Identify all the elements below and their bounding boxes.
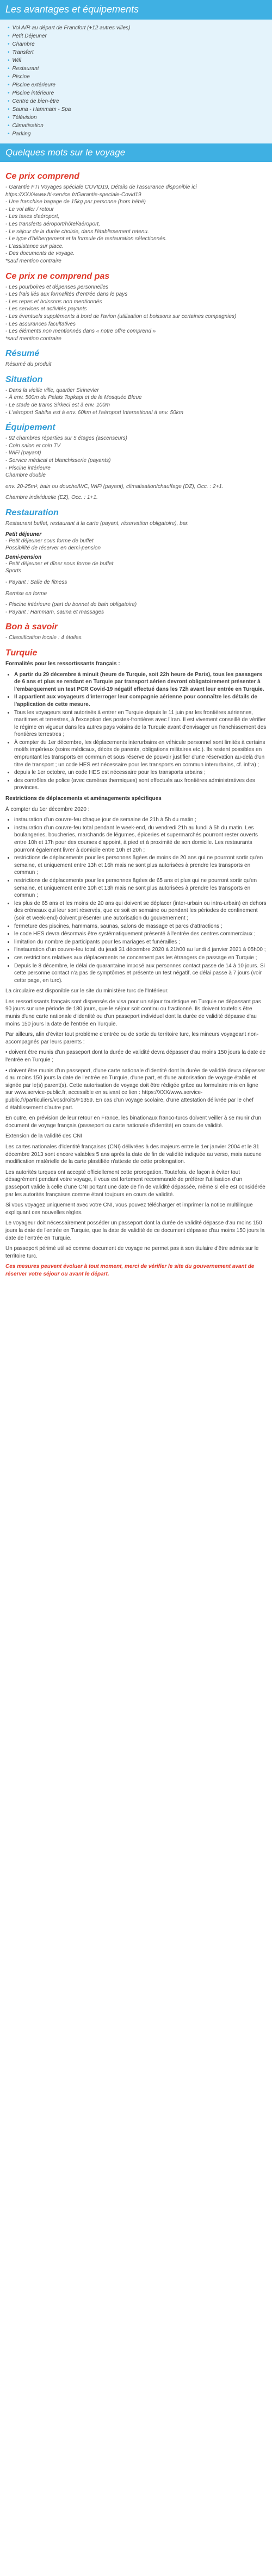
turquie-paragraph: En outre, en prévision de leur retour en France, les binationaux franco-turcs doivent veiller à se munir d'un document de voyage français (passeport ou carte nationale d'identité) en cours de validité.: [5, 1115, 261, 1129]
formalites-label: Formalités pour les ressortissants français :: [5, 660, 120, 667]
chambre-double-text: env. 20-25m², bain ou douche/WC, WiFi (payant), climatisation/chauffage (DZ), Occ. : 2+1.: [5, 483, 224, 490]
equipement-line: - WiFi (payant): [5, 450, 41, 457]
equipements-block: [0, 20, 272, 143]
turquie-paragraph: • doivent être munis d'un passeport dont la durée de validité devra dépasser d'au moins 150 jours la date de l'entrée en Turquie ;: [5, 1049, 266, 1064]
situation-lines: [5, 387, 267, 416]
page-title: Les avantages et équipements: [5, 4, 139, 15]
restrictions-list: [5, 816, 267, 984]
equipement-item: • Chambre: [8, 40, 267, 48]
header-band: [0, 0, 272, 20]
prix-comprend-line: - Les taxes d'aéroport,: [5, 214, 60, 220]
restriction-item: • restrictions de déplacements pour les personnes âgées de 65 ans et plus qui ne pourront sortir qu'en semaine, et uniquement entre 10h et 13h mais ne sont plus autorisées à prendre les transports en commun ;: [14, 877, 267, 899]
prix-ne-comprend-line: - Les assurances facultatives: [5, 321, 76, 327]
prix-comprend-line: - Le type d'hébergement et la formule de restauration sélectionnés.: [5, 236, 167, 242]
turquie-paragraph: Les cartes nationales d'identité françaises (CNI) délivrées à des majeurs entre le 1er janvier 2004 et le 31 décembre 2013 sont encore valables 5 ans après la date de fin de validité indiquée au verso, mais aucune modification matérielle de la carte plastifiée n'atteste de cette prolongation.: [5, 1143, 262, 1165]
equipement-line: - Piscine intérieure: [5, 465, 51, 471]
equipement-item: • Sauna - Hammam - Spa: [8, 105, 267, 114]
prix-comprend-line: - L'assistance sur place.: [5, 243, 64, 249]
heading-prix-ne-comprend: Ce prix ne comprend pas: [5, 271, 110, 281]
equipement-lines: [5, 435, 267, 472]
equipement-item: • Vol A/R au départ de Francfort (+12 autres villes): [8, 24, 267, 32]
formalites-list: [5, 671, 267, 792]
heading-resume: Résumé: [5, 349, 40, 359]
pdej-line: - Petit déjeuner sous forme de buffet: [5, 537, 94, 544]
dp-lines: [5, 560, 267, 568]
equipement-line: - Service médical et blanchisserie (payants): [5, 458, 111, 464]
prix-ne-comprend-line: - Les éléments non mentionnés dans « notre offre comprend »: [5, 328, 156, 335]
formalite-item: • À compter du 1er décembre, les déplacements interurbains en véhicule personnel sont limités à certains motifs impérieux (soins médicaux, décès de parents, obligations militaires etc.). Ils restent possibles en empruntant les transports en commun et sous réserve de pouvoir justifier d'une réservation au-delà d'un titre de transport ; un code HES est nécessaire pour les transports en commun interurbains, cf. infra) ;: [14, 739, 267, 768]
situation-line: - À env. 500m du Palais Topkapi et de la Mosquée Bleue: [5, 395, 142, 401]
equipement-item: • Piscine extérieure: [8, 81, 267, 89]
equipement-item: • Restaurant: [8, 65, 267, 73]
equipements-list: [8, 24, 267, 138]
turquie-paragraph: Par ailleurs, afin d'éviter tout problème d'entrée ou de sortie du territoire turc, les mineurs voyageant non-accompagnés par leurs parents :: [5, 1031, 259, 1045]
prix-comprend-line: *sauf mention contraire: [5, 258, 61, 264]
heading-prix-comprend: Ce prix comprend: [5, 172, 80, 181]
prix-comprend-lines: [5, 184, 267, 265]
turquie-paragraph: Le voyageur doit nécessairement posséder un passeport dont la durée de validité dépasse d'au moins 150 jours la date de l'entrée en Turquie, que la date de validité de ce document dépasse d'au moins 150 jours la date de l'entrée en Turquie.: [5, 1220, 265, 1241]
restriction-item: • instauration d'un couvre-feu total pendant le week-end, du vendredi 21h au lundi à 5h du matin. Les boulangeries, boucheries, marchands de légumes, épiceries et supermarchés pourront rester ouverts entre 10h et 17h pour des courses d'appoint, à pied et à proximité de son domicile. Les restaurants pourront également livrer à domicile entre 10h et 20h ;: [14, 824, 267, 854]
situation-line: - L'aéroport Sabiha est à env. 60km et l'aéroport International à env. 50km: [5, 409, 183, 416]
pdej-lines: [5, 537, 267, 552]
section-band: [0, 143, 272, 162]
resume-text: Résumé du produit: [5, 361, 52, 368]
restrictions-since: À compter du 1er décembre 2020 :: [5, 806, 90, 812]
formalite-item: • depuis le 1er octobre, un code HES est nécessaire pour les transports urbains ;: [14, 769, 267, 777]
chambre-individuelle-text: Chambre individuelle (EZ), Occ. : 1+1.: [5, 495, 98, 501]
dp-line: - Petit déjeuner et dîner sous forme de buffet: [5, 560, 114, 567]
formalite-item: • des contrôles de police (avec caméras thermiques) sont effectués aux frontières administratives des provinces.: [14, 777, 267, 792]
equipement-item: • Petit Déjeuner: [8, 32, 267, 40]
prix-comprend-line: - Le séjour de la durée choisie, dans l'établissement retenu.: [5, 228, 149, 235]
equipement-line: - 92 chambres réparties sur 5 étages (ascenseurs): [5, 435, 127, 442]
formalite-item: • A partir du 29 décembre à minuit (heure de Turquie, soit 22h heure de Paris), tous les passagers de 6 ans et plus se rendant en Turquie par transport aérien devront obligatoirement présenter à l'embarquement un test PCR Covid-19 négatif effectué dans les 72h avant leur entrée en Turquie.: [14, 671, 267, 693]
prix-ne-comprend-line: - Les pourboires et dépenses personnelles: [5, 284, 109, 290]
situation-line: - Le stade de trams Sirkeci est à env. 100m: [5, 402, 110, 409]
equipement-item: • Centre de bien-être: [8, 97, 267, 105]
restauration-intro: Restaurant buffet, restaurant à la carte (payant, réservation obligatoire), bar.: [5, 521, 189, 527]
turquie-paragraph: La circulaire est disponible sur le site du ministère turc de l'Intérieur.: [5, 988, 169, 995]
sports-line: - Payant : Salle de fitness: [5, 579, 67, 585]
turquie-paragraph: Extension de la validité des CNI: [5, 1133, 83, 1140]
pdej-label: Petit déjeuner: [5, 531, 42, 537]
heading-restauration: Restauration: [5, 508, 59, 517]
prix-ne-comprend-line: - Les repas et boissons non mentionnés: [5, 298, 102, 305]
equipement-item: • Parking: [8, 130, 267, 138]
prix-ne-comprend-line: - Les frais liés aux formalités d'entrée dans le pays: [5, 291, 128, 298]
heading-turquie: Turquie: [5, 648, 38, 658]
forme-lines: [5, 601, 267, 616]
turquie-paragraph: Les ressortissants français sont dispensés de visa pour un séjour touristique en Turquie ne dépassant pas 90 jours sur une période de 180 jours, que le séjour soit continu ou fractionné. Ils doivent toutefois être munis d'une carte nationale d'identité ou d'un passeport individuel dont la durée de validité dépasse d'au moins 150 jours la date de l'entrée en Turquie.: [5, 998, 261, 1027]
heading-equipement: Équipement: [5, 423, 55, 433]
restriction-item: • les plus de 65 ans et les moins de 20 ans qui doivent se déplacer (inter-urbain ou intra-urbain) en dehors des créneaux qui leur sont réservés, que ce soit en semaine ou pendant les périodes de confinement (soir et week-end) doivent présenter une autorisation du gouvernement ;: [14, 900, 267, 922]
prix-comprend-line: - Des documents de voyage.: [5, 251, 75, 257]
restriction-item: • restrictions de déplacements pour les personnes âgées de moins de 20 ans qui ne pourront sortir qu'en semaine, et uniquement entre 13h et 16h mais ne sont plus autorisées à prendre les transports en commun ;: [14, 854, 267, 877]
equipement-line: - Coin salon et coin TV: [5, 442, 61, 449]
voyage-content: [0, 162, 272, 2518]
turquie-paragraph: Si vous voyagez uniquement avec votre CNI, vous pouvez télécharger et imprimer la notice multilingue expliquant ces nouvelles règles.: [5, 1202, 253, 1216]
turquie-paragraphs: [5, 987, 267, 1260]
formalite-item: • Tous les voyageurs sont autorisés à entrer en Turquie depuis le 11 juin par les frontières aériennes, maritimes et terrestres, à l'exception des postes-frontières avec l'Iran. Il est vivement conseillé de vérifier le régime en vigueur dans les autres pays voisins de la Turquie avant d'envisager un franchissement des frontières terrestres ;: [14, 709, 267, 739]
forme-line: - Payant : Hammam, sauna et massages: [5, 609, 104, 615]
section-title: Quelques mots sur le voyage: [5, 147, 126, 158]
equipement-item: • Piscine intérieure: [8, 89, 267, 97]
forme-label: Remise en forme: [5, 590, 47, 597]
prix-comprend-line: https://XXX/www.fti-service.fr/Garantie-speciale-Covid19: [5, 191, 141, 198]
situation-line: - Dans la vieille ville, quartier Sirinevler: [5, 387, 99, 393]
equipement-item: • Piscine: [8, 73, 267, 81]
turquie-paragraph: Un passeport périmé utilisé comme document de voyage ne permet pas à son titulaire d'être admis sur le territoire turc.: [5, 1246, 259, 1259]
heading-situation: Situation: [5, 374, 43, 384]
prix-ne-comprend-lines: [5, 284, 267, 343]
warning-text: Ces mesures peuvent évoluer à tout moment, merci de vérifier le site du gouvernement avant de réserver votre séjour ou avant le départ.: [5, 1264, 255, 1277]
equipement-item: • Transfert: [8, 48, 267, 57]
turquie-paragraph: Les autorités turques ont accepté officiellement cette prorogation. Toutefois, de façon à éviter tout désagrément pendant votre voyage, il vous est fortement recommandé de préférer l'utilisation d'un passeport valide à celle d'une CNI portant une date de fin de validité dépassée, même si elle est considérée par les autorités françaises comme étant toujours en cours de validité.: [5, 1169, 265, 1198]
restriction-item: • Depuis le 8 décembre, le délai de quarantaine imposé aux personnes contact passe de 14 à 10 jours. Si cette personne contact n'a pas de symptômes et présente un test négatif, ce délai passe à 7 jours (voir cette page, en turc).: [14, 962, 267, 985]
bon-a-savoir-text: - Classification locale : 4 étoiles.: [5, 635, 83, 641]
prix-comprend-line: - Garantie FTI Voyages spéciale COVID19, Détails de l'assurance disponible ici: [5, 184, 197, 190]
sports-label: Sports: [5, 568, 21, 574]
prix-ne-comprend-line: - Les éventuels suppléments à bord de l'avion (utilisation et boissons sur certaines compagnies): [5, 313, 237, 320]
turquie-paragraph: • doivent être munis d'un passeport, d'une carte nationale d'identité dont la durée de validité devra dépasser d'au moins 150 jours la date de l'entrée en Turquie, d'une part, et d'une autorisation de voyage établie et signée par le(s) parent(s). Cette autorisation de voyage doit être rédigée grâce au formulaire mis en ligne sur www.service-public.fr, accessible en suivant ce lien : https://XXX/www.service-public.fr/particuliers/vosdroits/F1359. En cas d'un voyage scolaire, d'une attestation délivrée par le chef d'établissement d'autre part.: [5, 1067, 265, 1111]
restrictions-label: Restrictions de déplacements et aménagements spécifiques: [5, 796, 162, 802]
forme-line: - Piscine intérieure (part du bonnet de bain obligatoire): [5, 602, 137, 608]
formalite-item: • Il appartient aux voyageurs d'interroger leur compagnie aérienne pour connaître les détails de l'application de cette mesure.: [14, 693, 267, 708]
restriction-item: • limitation du nombre de participants pour les mariages et funérailles ;: [14, 939, 267, 946]
equipement-item: • Télévision: [8, 114, 267, 122]
chambre-double-label: Chambre double: [5, 472, 46, 479]
restriction-item: • instauration d'un couvre-feu chaque jour de semaine de 21h à 5h du matin ;: [14, 816, 267, 824]
prix-comprend-line: - Une franchise bagage de 15kg par personne (hors bébé): [5, 199, 146, 205]
restriction-item: • ces restrictions relatives aux déplacements ne concernent pas les étrangers de passage en Turquie ;: [14, 954, 267, 962]
pdej-line: Possibilité de réserver en demi-pension: [5, 545, 101, 552]
restriction-item: • fermeture des piscines, hammams, saunas, salons de massage et parcs d'attractions ;: [14, 923, 267, 930]
prix-ne-comprend-line: *sauf mention contraire: [5, 335, 61, 342]
prix-ne-comprend-line: - Les services et activités payants: [5, 306, 87, 312]
prix-comprend-line: - Les transferts aéroport/hôtel/aéroport,: [5, 221, 100, 227]
prix-comprend-line: - Le vol aller / retour: [5, 206, 54, 212]
dp-label: Demi-pension: [5, 554, 42, 560]
restriction-item: • l'instauration d'un couvre-feu total, du jeudi 31 décembre 2020 à 21h00 au lundi 4 janvier 2021 à 05h00 ;: [14, 946, 267, 954]
restriction-item: • le code HES devra désormais être systématiquement présenté à l'entrée des centres commerciaux ;: [14, 930, 267, 938]
equipement-item: • Climatisation: [8, 122, 267, 130]
equipement-item: • Wifi: [8, 57, 267, 65]
heading-bon-a-savoir: Bon à savoir: [5, 622, 58, 632]
